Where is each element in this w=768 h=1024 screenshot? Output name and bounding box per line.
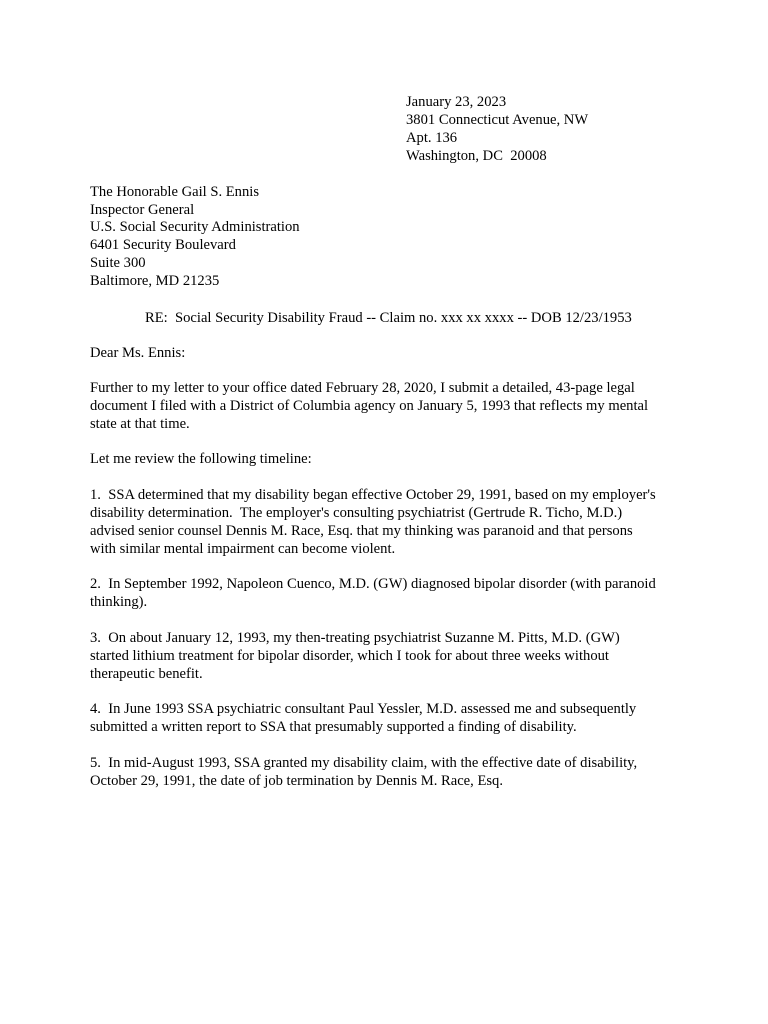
paragraph-line: with similar mental impairment can become violent. xyxy=(90,541,396,557)
paragraph-line: started lithium treatment for bipolar disorder, which I took for about three weeks without xyxy=(90,648,609,664)
recipient-line: The Honorable Gail S. Ennis xyxy=(90,184,260,200)
paragraph-line: submitted a written report to SSA that presumably supported a finding of disability. xyxy=(90,719,577,735)
paragraph-line: October 29, 1991, the date of job termination by Dennis M. Race, Esq. xyxy=(90,773,503,789)
paragraph-line: thinking). xyxy=(90,594,148,610)
paragraph-line: 2. In September 1992, Napoleon Cuenco, M.D. (GW) diagnosed bipolar disorder (with paranoid xyxy=(90,576,656,592)
letter-date: January 23, 2023 xyxy=(406,94,507,110)
recipient-line: Inspector General xyxy=(90,202,195,218)
paragraph-line: advised senior counsel Dennis M. Race, Esq. that my thinking was paranoid and that persons xyxy=(90,523,633,539)
sender-address-line: Apt. 136 xyxy=(406,130,458,146)
paragraph-line: Let me review the following timeline: xyxy=(90,451,312,467)
paragraph-line: 3. On about January 12, 1993, my then-treating psychiatrist Suzanne M. Pitts, M.D. (GW) xyxy=(90,630,620,646)
subject-line: RE: Social Security Disability Fraud -- Claim no. xxx xx xxxx -- DOB 12/23/1953 xyxy=(145,310,632,326)
sender-address-line: 3801 Connecticut Avenue, NW xyxy=(406,112,589,128)
recipient-line: 6401 Security Boulevard xyxy=(90,237,236,253)
salutation: Dear Ms. Ennis: xyxy=(90,345,186,361)
sender-address-line: Washington, DC 20008 xyxy=(406,148,547,164)
paragraph-line: 5. In mid-August 1993, SSA granted my disability claim, with the effective date of disability, xyxy=(90,755,638,771)
paragraph-line: Further to my letter to your office dated February 28, 2020, I submit a detailed, 43-page legal xyxy=(90,380,635,396)
paragraph-line: 1. SSA determined that my disability began effective October 29, 1991, based on my employer's xyxy=(90,487,656,503)
paragraph-line: therapeutic benefit. xyxy=(90,666,203,682)
recipient-line: Baltimore, MD 21235 xyxy=(90,273,220,289)
paragraph-line: document I filed with a District of Columbia agency on January 5, 1993 that reflects my mental xyxy=(90,398,649,414)
recipient-line: U.S. Social Security Administration xyxy=(90,219,300,235)
paragraph-line: 4. In June 1993 SSA psychiatric consultant Paul Yessler, M.D. assessed me and subsequently xyxy=(90,701,637,717)
paragraph-line: state at that time. xyxy=(90,416,190,432)
recipient-line: Suite 300 xyxy=(90,255,146,271)
paragraph-line: disability determination. The employer's consulting psychiatrist (Gertrude R. Ticho, M.D.) xyxy=(90,505,623,521)
